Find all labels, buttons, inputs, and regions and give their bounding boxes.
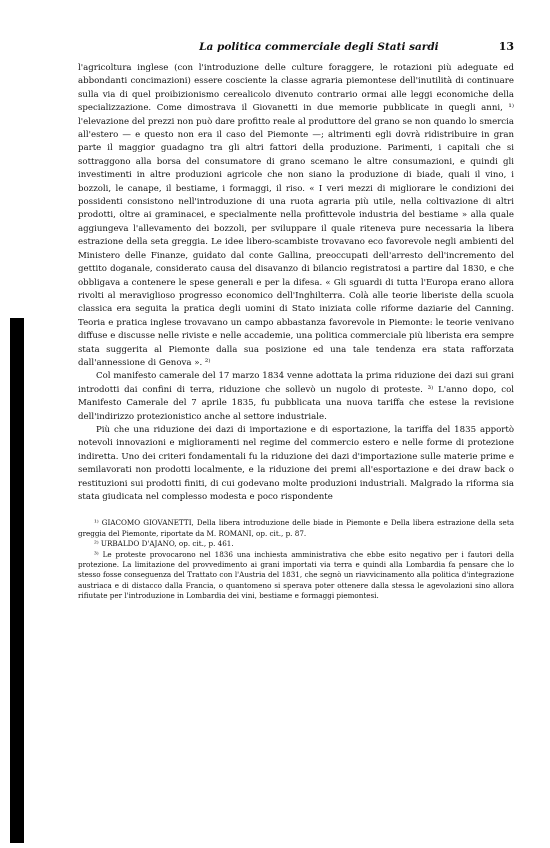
footnote: ³⁾ Le proteste provocarono nel 1836 una inchiesta amministrativa che ebbe esito negativo per i fautori della protezione. La limitazione del provvedimento ai grani importati via terra e quindi alla Lombardia fa pensare che lo stesso fosse conseguenza del Trattato con l'Austria del 1831, che segnò un riavvicinamento alla politica d'integrazione austriaca e di distacco dalla Francia, o quantomeno si sperava poter ottenere dalla stessa le agevolazioni sino allora rifiutate per l'introduzione in Lombardia dei vini, bestiame e formaggi piemontesi. — [78, 549, 514, 601]
body-paragraph: l'agricoltura inglese (con l'introduzione delle culture foraggere, le rotazioni più adeguate ed abbondanti concimazioni) essere cosciente la classe agraria piemontese dell'inutilità di continuare sulla via di quel proibizionismo cerealicolo divenuto contrario ormai alle leggi economiche della specializzazione. Come dimostrava il Giovanetti in due memorie pubblicate in quegli anni, ¹⁾ l'elevazione del prezzi non può dare profitto reale al produttore del grano se non quando lo smercia all'estero — e questo non era il caso del Piemonte —; altrimenti egli dovrà ridistribuire in gran parte il maggior guadagno tra gli altri fattori della produzione. Parimenti, i capitali che si sottraggono alla borsa del consumatore di grano scemano le altre consumazioni, e quindi gli investimenti in altre produzioni agricole che non siano la produzione di biade, quali il vino, i bozzoli, le canape, il bestiame, i formaggi, il riso. « I veri mezzi di migliorare le condizioni dei possidenti consistono nell'introduzione di una ruota agraria più utile, nella coltivazione di altri prodotti, oltre ai graminacei, e specialmente nella profittevole industria del bestiame » alla quale aggiungeva l'allevamento dei bozzoli, per sviluppare il quale riteneva pure necessaria la libera estrazione della seta greggia. Le idee libero-scambiste trovavano eco favorevole negli ambienti del Ministero delle Finanze, guidato dal conte Gallina, preoccupati dell'arresto dell'incremento del gettito doganale, considerato causa del disavanzo di bilancio registratosi a partire dal 1830, e che obbligava a contenere le spese generali e per la difesa. « Gli sguardi di tutta l'Europa erano allora rivolti al meraviglioso progresso economico dell'Inghilterra. Colà alle teorie liberiste della scuola classica era seguita la pratica degli uomini di Stato iniziata colle riforme daziarie del Canning. Teoria e pratica inglese trovavano un campo abbastanza favorevole in Piemonte: le teorie venivano diffuse e discusse nelle riviste e nelle accademie, una politica commerciale più liberista era sempre stata suggerita al Piemonte dalla sua posizione ed una tale tendenza era stata rafforzata dall'annessione di Genova ». ²⁾ — [78, 63, 514, 368]
page-header — [78, 40, 514, 62]
page-number: 13 — [498, 40, 514, 53]
footnotes — [78, 518, 514, 601]
document-page — [78, 40, 514, 602]
running-title: La politica commerciale degli Stati sardi — [199, 41, 439, 53]
body-paragraph: Più che una riduzione dei dazi di importazione e di esportazione, la tariffa del 1835 apportò notevoli innovazioni e miglioramenti nel regime del commercio estero e nelle forme di protezione indiretta. Uno dei criteri fondamentali fu la riduzione dei dazi d'importazione sulle materie prime e semilavorati non prodotti localmente, e la riduzione dei premi all'esportazione e dei draw back o restituzioni sui prodotti finiti, di cui godevano molte produzioni industriali. Malgrado la riforma sia stata giudicata nel complesso modesta e poco rispondente — [78, 424, 514, 502]
footnote: ¹⁾ GIACOMO GIOVANETTI, Della libera introduzione delle biade in Piemonte e Della libera estrazione della seta greggia del Piemonte, riportate da M. ROMANI, op. cit., p. 87. — [78, 518, 514, 538]
margin-scan-bar — [10, 318, 24, 843]
footnote: ²⁾ URBALDO D'AJANO, op. cit., p. 461. — [94, 539, 234, 549]
body-text — [78, 62, 514, 504]
body-paragraph: Col manifesto camerale del 17 marzo 1834 venne adottata la prima riduzione dei dazi sui grani introdotti dai confini di terra, riduzione che sollevò un nugolo di proteste. ³⁾ L'anno dopo, col Manifesto Camerale del 7 aprile 1835, fu pubblicata una nuova tariffa che estese la revisione dell'indirizzo protezionistico anche al settore industriale. — [78, 371, 514, 422]
